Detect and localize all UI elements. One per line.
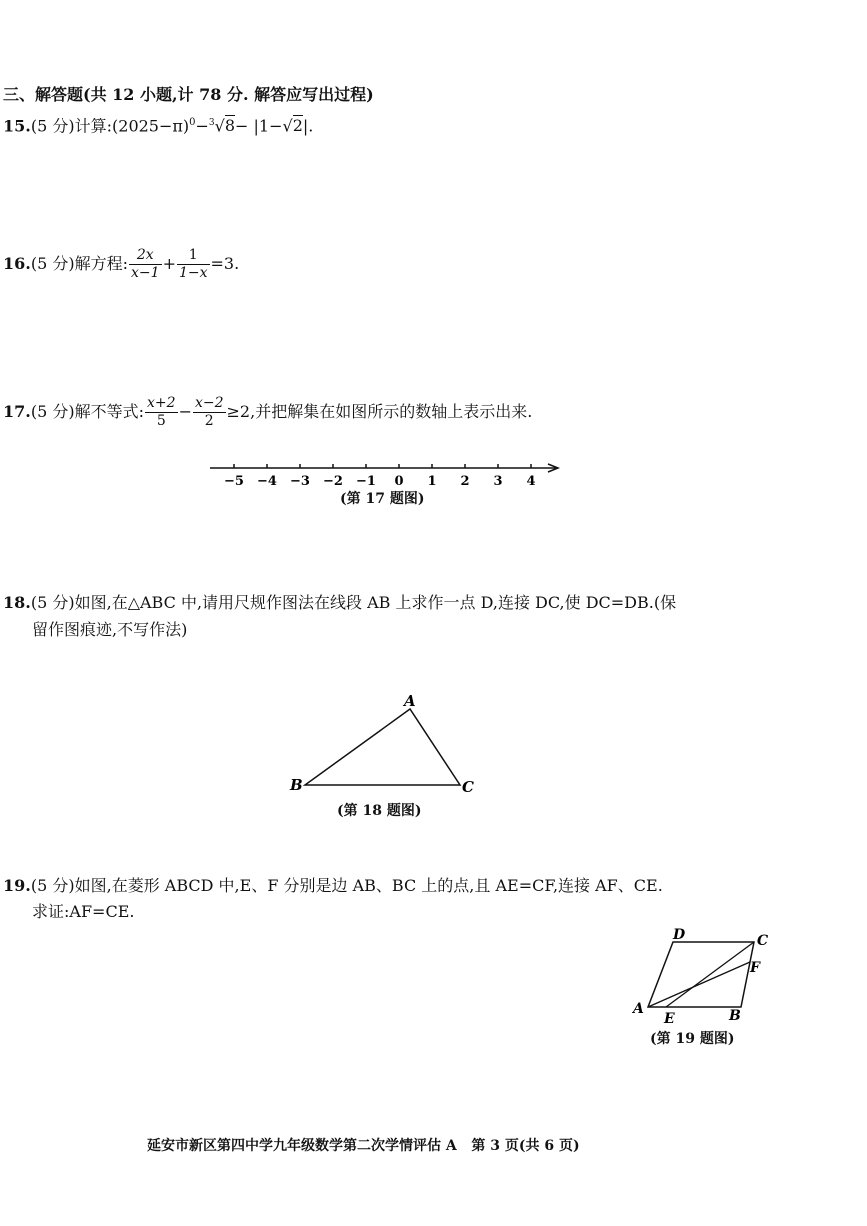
triangle-abc bbox=[305, 709, 460, 785]
fraction-numerator: 1 bbox=[177, 247, 210, 265]
number-line-tick-label: 1 bbox=[427, 474, 437, 489]
figure-19-caption: (第 19 题图) bbox=[650, 1031, 735, 1047]
page-footer: 延安市新区第四中学九年级数学第二次学情评估 A 第 3 页(共 6 页) bbox=[147, 1138, 580, 1154]
question-17 bbox=[3, 394, 532, 430]
number-line-tick-label: −3 bbox=[290, 474, 310, 489]
expr-part: (2025−π) bbox=[112, 116, 190, 136]
expr-part: − |1− bbox=[235, 116, 283, 136]
point-label-e: E bbox=[664, 1011, 675, 1025]
number-line-tick-label: 3 bbox=[493, 474, 503, 489]
exponent: 0 bbox=[189, 117, 196, 128]
expr-part: − bbox=[195, 116, 209, 136]
question-line-1: 如图,在△ABC 中,请用尺规作图法在线段 AB 上求作一点 D,连接 DC,使 DC=DB.(保 bbox=[74, 593, 677, 612]
question-score: (5 分) bbox=[30, 876, 75, 895]
question-18 bbox=[3, 593, 676, 613]
question-prompt: 解不等式: bbox=[74, 402, 145, 421]
question-line-1: 如图,在菱形 ABCD 中,E、F 分别是边 AB、BC 上的点,且 AE=CF,连接 AF、CE. bbox=[74, 876, 663, 895]
figure-18-caption: (第 18 题图) bbox=[337, 803, 422, 819]
fraction-denominator: 1−x bbox=[178, 265, 208, 281]
fraction-denominator: x−1 bbox=[131, 265, 160, 281]
number-line-tick-label: −5 bbox=[224, 474, 244, 489]
question-score: (5 分) bbox=[30, 116, 75, 136]
segment-ce bbox=[666, 942, 754, 1007]
section-title: 三、解答题(共 12 小题,计 78 分. 解答应写出过程) bbox=[3, 85, 374, 104]
number-line bbox=[0, 458, 867, 498]
fraction bbox=[177, 247, 210, 282]
number-line-tick-label: −2 bbox=[323, 474, 343, 489]
question-19-line-2: 求证:AF=CE. bbox=[32, 902, 135, 921]
number-line-tick-label: 2 bbox=[460, 474, 470, 489]
question-number: 19. bbox=[3, 876, 31, 895]
expr-part: |. bbox=[302, 116, 314, 136]
fraction-numerator: 2x bbox=[129, 247, 162, 265]
question-score: (5 分) bbox=[30, 402, 75, 421]
question-number: 17. bbox=[3, 402, 31, 421]
rhombus-figure bbox=[0, 925, 867, 1025]
question-prompt: 计算: bbox=[74, 116, 113, 136]
number-line-tick-label: −4 bbox=[257, 474, 277, 489]
fraction-denominator: 5 bbox=[156, 413, 166, 429]
triangle-figure bbox=[0, 690, 867, 800]
vertex-label-c: C bbox=[757, 933, 769, 949]
rhombus-abcd bbox=[648, 942, 754, 1007]
number-line-tick-label: 4 bbox=[526, 474, 536, 489]
sqrt-radicand: 2 bbox=[292, 116, 303, 136]
question-16 bbox=[3, 246, 239, 282]
vertex-label-b: B bbox=[290, 776, 303, 794]
fraction bbox=[145, 395, 178, 430]
equation-rhs: =3. bbox=[210, 254, 240, 273]
fraction-numerator: x−2 bbox=[194, 395, 224, 411]
minus-sign: − bbox=[178, 402, 192, 421]
plus-sign: + bbox=[162, 254, 176, 273]
cube-root-index: 3 bbox=[208, 118, 215, 128]
vertex-label-a: A bbox=[404, 692, 416, 710]
question-score: (5 分) bbox=[30, 254, 75, 273]
figure-17-caption: (第 17 题图) bbox=[340, 491, 425, 507]
fraction-denominator: 2 bbox=[204, 413, 214, 429]
vertex-label-a: A bbox=[633, 1001, 644, 1017]
fraction-numerator: x+2 bbox=[147, 395, 176, 411]
question-19 bbox=[3, 876, 663, 896]
question-number: 16. bbox=[3, 254, 31, 273]
question-prompt: 解方程: bbox=[74, 254, 129, 273]
question-18-line-2: 留作图痕迹,不写作法) bbox=[32, 620, 188, 639]
cube-root-radicand: 8 bbox=[224, 116, 236, 136]
question-number: 18. bbox=[3, 593, 31, 612]
fraction bbox=[129, 247, 162, 282]
fraction bbox=[193, 395, 226, 430]
question-score: (5 分) bbox=[30, 593, 75, 612]
question-tail: ≥2,并把解集在如图所示的数轴上表示出来. bbox=[226, 402, 533, 421]
vertex-label-c: C bbox=[462, 778, 474, 796]
point-label-f: F bbox=[750, 960, 760, 976]
question-number: 15. bbox=[3, 116, 31, 136]
question-15: 15.(5 分)计算$:(2025-\pi)^0-^3√8- |1-√2|$. bbox=[3, 116, 314, 136]
number-line-tick-label: −1 bbox=[356, 474, 376, 489]
vertex-label-d: D bbox=[673, 927, 686, 943]
number-line-tick-label: 0 bbox=[394, 474, 404, 489]
vertex-label-b: B bbox=[729, 1008, 741, 1024]
